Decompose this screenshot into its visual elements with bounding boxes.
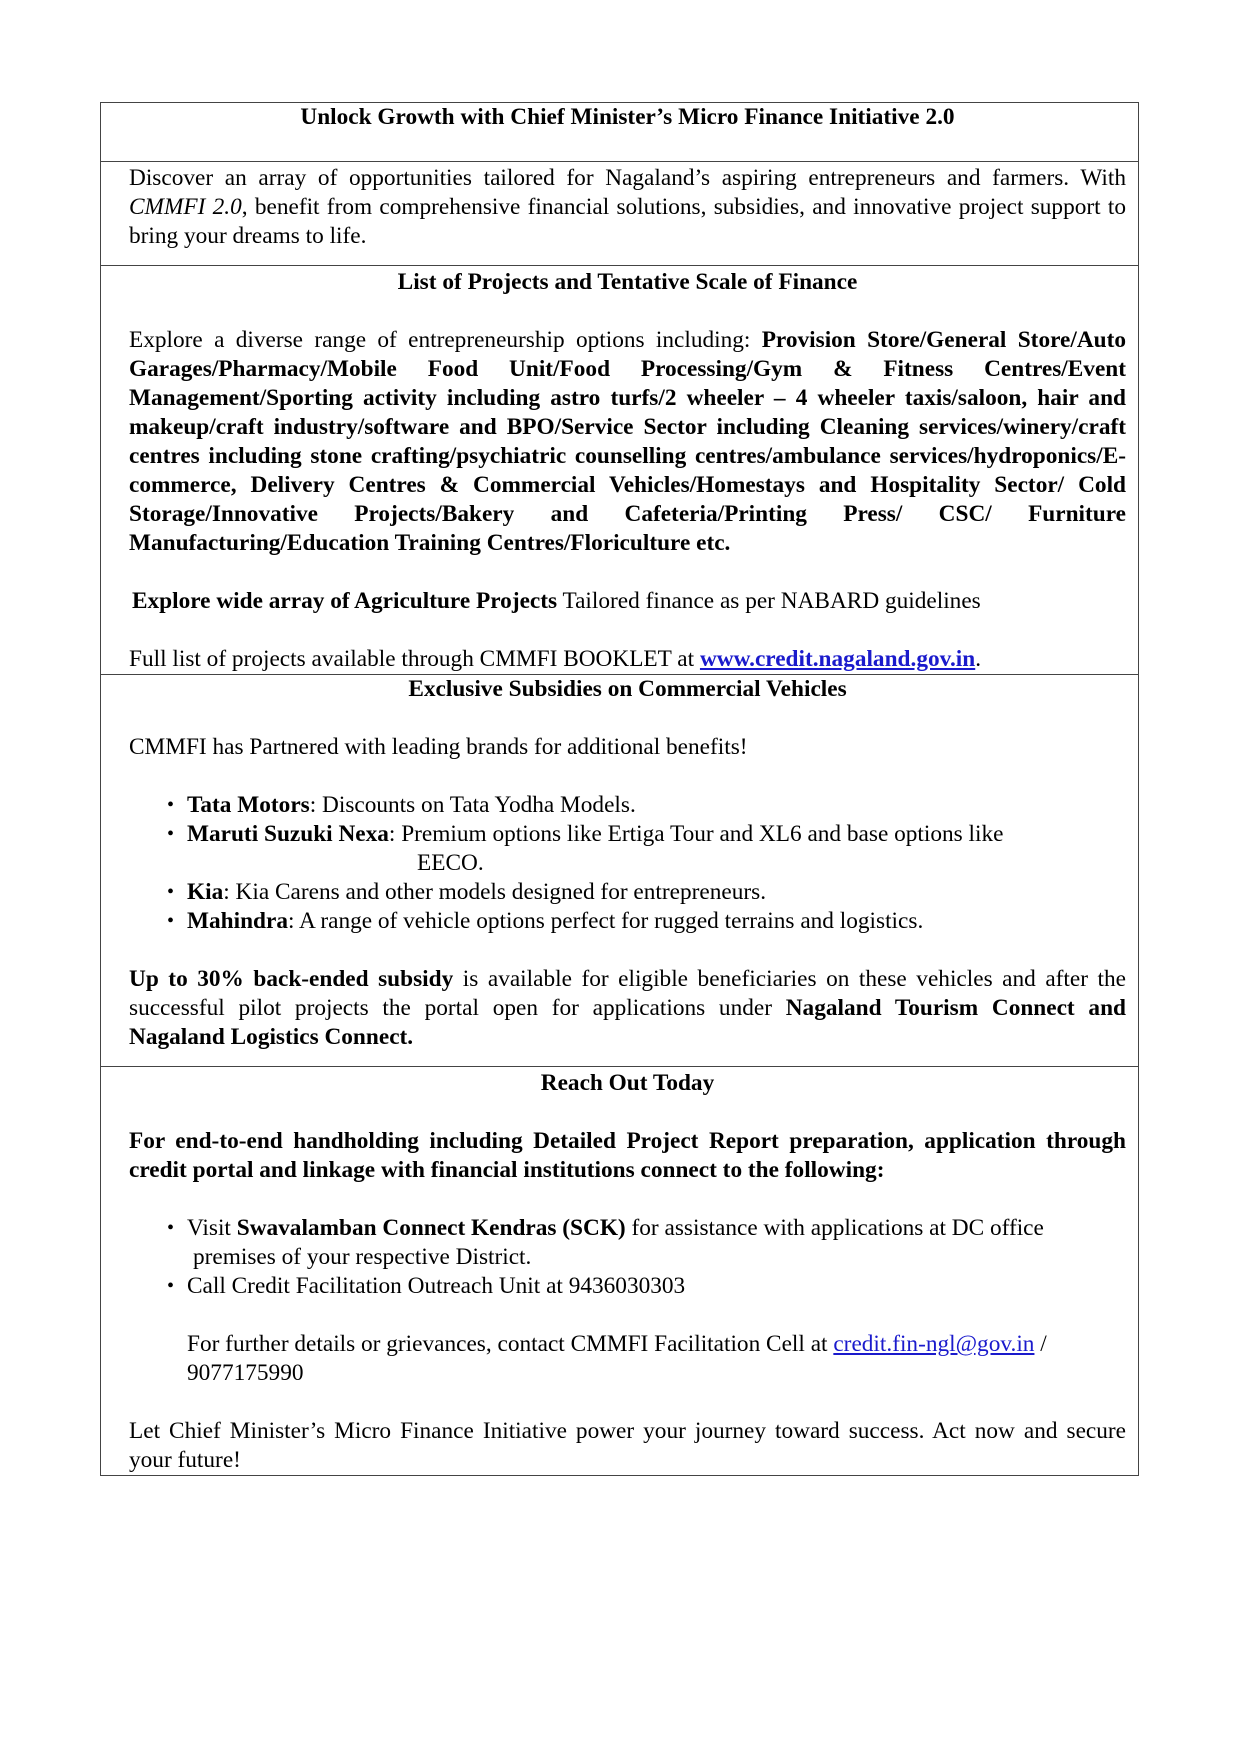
visit-post: for assistance with applications at DC office [625,1215,1044,1241]
subsidy-bold-end: Nagaland Tourism Connect and Nagaland Logistics Connect. [129,995,1126,1050]
agri-bold: Explore wide array of Agriculture Projects [132,588,558,614]
list-item [187,820,1126,878]
intro-text-a: Discover an array of opportunities tailored for Nagaland’s aspiring entrepreneurs and farmers. With [129,165,1126,191]
booklet-text: Full list of projects available through CMMFI BOOKLET at [129,646,700,672]
contact-list [129,1214,1126,1301]
visit-pre: Visit [187,1215,237,1241]
projects-row [101,266,1139,675]
intro-paragraph [129,164,1126,251]
closing-paragraph: Let Chief Minister’s Micro Finance Initiative power your journey toward success. Act now and secure your future! [129,1418,1126,1473]
projects-paragraph [129,326,1126,558]
vehicles-header: Exclusive Subsidies on Commercial Vehicles [408,676,847,702]
list-item [187,791,1126,820]
visit-bold: Swavalamban Connect Kendras (SCK) [236,1215,626,1241]
projects-header: List of Projects and Tentative Scale of Finance [397,269,858,295]
contact-row [101,1067,1139,1476]
handholding-paragraph: For end-to-end handholding including Detailed Project Report preparation, application through credit portal and linkage with financial institutions connect to the following: [129,1128,1126,1183]
brand-desc: : Kia Carens and other models designed for entrepreneurs. [223,879,767,905]
booklet-paragraph [129,645,1126,674]
content-table [100,102,1139,1476]
brand-desc-cont: EECO. [417,850,484,876]
title-row [101,103,1139,162]
vehicles-row [101,675,1139,1067]
list-item [187,1214,1126,1272]
brand-desc: : Premium options like Ertiga Tour and XL6 and base options like [388,821,1004,847]
intro-row [101,162,1139,266]
title-cell [101,103,1139,162]
brand-name: Mahindra [187,908,288,934]
further-phone: 9077175990 [187,1360,304,1386]
document-title: Unlock Growth with Chief Minister’s Micro Finance Initiative 2.0 [300,104,955,130]
booklet-link[interactable]: www.credit.nagaland.gov.in [699,646,976,672]
projects-list: Provision Store/General Store/Auto Garages/Pharmacy/Mobile Food Unit/Food Processing/Gym & Fitness Centres/Event Management/Sporting activity including astro turfs/2 wheeler – 4 wheeler taxis/saloon, hair and makeup/craft industry/software and BPO/Service Sector including Cleaning services/winery/craft centres including stone crafting/psychiatric counselling centres/ambulance services/hydroponics/E-commerce, Delivery Centres & Commercial Vehicles/Homestays and Hospitality Sector/ Cold Storage/Innovative Projects/Bakery and Cafeteria/Printing Press/ CSC/ Furniture Manufacturing/Education Training Centres/Floriculture etc. [129,327,1127,556]
subsidy-bold: Up to 30% back-ended subsidy [129,966,454,992]
subsidy-text: is available for eligible beneficiaries on these vehicles and after the successful pilot projects the portal open for applications under [129,966,1126,1021]
agri-rest: Tailored finance as per NABARD guidelines [557,588,981,614]
brand-name: Kia [187,879,224,905]
call-text: Call Credit Facilitation Outreach Unit at 9436030303 [187,1273,686,1299]
intro-text-b: , benefit from comprehensive financial solutions, subsidies, and innovative project support to bring your dreams to life. [129,194,1126,249]
intro-text-italic: CMMFI 2.0 [129,194,242,220]
list-item [187,1272,1126,1301]
contact-cell [101,1067,1139,1476]
projects-lead: Explore a diverse range of entrepreneurship options including: [129,327,762,353]
brand-name: Maruti Suzuki Nexa [187,821,389,847]
intro-cell [101,162,1139,266]
vehicles-cell [101,675,1139,1067]
further-text: For further details or grievances, contact CMMFI Facilitation Cell at [187,1331,834,1357]
contact-header: Reach Out Today [540,1070,715,1096]
brand-name: Tata Motors [187,792,310,818]
email-link[interactable]: credit.fin-ngl@gov.in [833,1331,1035,1357]
further-sep: / [1034,1331,1047,1357]
further-paragraph [129,1330,1126,1388]
subsidy-paragraph [129,965,1126,1052]
agri-paragraph [129,587,1126,616]
brand-desc: : A range of vehicle options perfect for rugged terrains and logistics. [287,908,924,934]
list-item [187,907,1126,936]
vehicles-intro: CMMFI has Partnered with leading brands for additional benefits! [129,734,748,760]
brand-desc: : Discounts on Tata Yodha Models. [309,792,636,818]
booklet-end: . [975,646,982,672]
brand-list [129,791,1126,936]
visit-cont: premises of your respective District. [193,1244,532,1270]
list-item [187,878,1126,907]
projects-cell [101,266,1139,675]
